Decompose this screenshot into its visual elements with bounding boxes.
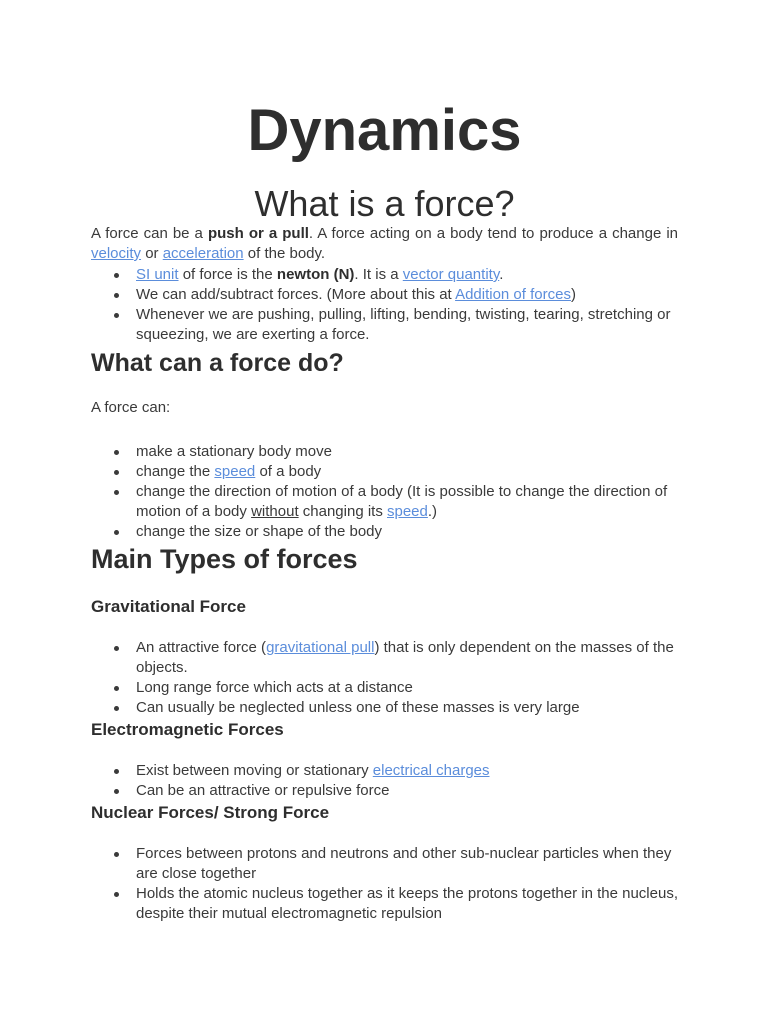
intro-text-3: or xyxy=(141,245,163,262)
list-text: . xyxy=(499,266,504,283)
list-item: Forces between protons and neutrons and other sub-nuclear particles when they are close together xyxy=(91,844,678,884)
page-title: Dynamics xyxy=(247,98,522,163)
link-gravitational-pull[interactable]: gravitational pull xyxy=(266,639,375,656)
link-acceleration[interactable]: acceleration xyxy=(162,245,244,262)
list-item xyxy=(91,462,678,482)
heading-electromagnetic-forces: Electromagnetic Forces xyxy=(91,720,284,739)
force-facts-list xyxy=(91,265,678,345)
list-item: Holds the atomic nucleus together as it keeps the protons together in the nucleus, despite their mutual electromagnetic repulsion xyxy=(91,884,678,924)
list-item: change the size or shape of the body xyxy=(91,522,678,542)
list-text: Whenever we are pushing, pulling, lifting, bending, twisting, tearing, stretching or squeezing, we are exerting a force. xyxy=(136,306,671,343)
list-item xyxy=(91,285,678,305)
list-item: make a stationary body move xyxy=(91,442,678,462)
list-item: Can be an attractive or repulsive force xyxy=(91,781,678,801)
list-item: Long range force which acts at a distance xyxy=(91,678,678,698)
underlined-without: without xyxy=(251,503,299,520)
bold-newton: newton (N) xyxy=(276,266,355,283)
nuclear-list xyxy=(91,844,678,924)
list-text: ) xyxy=(570,286,576,303)
list-text: Exist between moving or stationary xyxy=(136,762,373,779)
heading-main-types: Main Types of forces xyxy=(91,544,358,574)
link-speed[interactable]: speed xyxy=(214,463,256,480)
list-text: of a body xyxy=(255,463,322,480)
link-speed-2[interactable]: speed xyxy=(387,503,428,520)
list-item xyxy=(91,265,678,285)
list-item: Can usually be neglected unless one of these masses is very large xyxy=(91,698,678,718)
gravity-list xyxy=(91,638,678,718)
link-velocity[interactable]: velocity xyxy=(91,245,142,262)
list-item xyxy=(91,638,678,678)
list-text: changing its xyxy=(298,503,387,520)
electromagnetic-list xyxy=(91,761,678,801)
page-subtitle: What is a force? xyxy=(254,183,515,224)
intro-text-4: of the body. xyxy=(243,245,326,262)
intro-text-2: . A force acting on a body tend to produce a change in xyxy=(308,225,679,242)
list-text: We can add/subtract forces. (More about this at xyxy=(136,286,456,303)
list-text: change the direction of motion of a body (It is possible to change the direction of motion of a body xyxy=(136,483,668,520)
list-text: .) xyxy=(427,503,438,520)
list-text: ) that is only dependent on the masses of the objects. xyxy=(136,639,674,676)
list-item xyxy=(91,482,678,522)
list-item xyxy=(91,761,678,781)
list-text: An attractive force ( xyxy=(136,639,267,656)
intro-paragraph xyxy=(91,224,678,264)
force-effects-list xyxy=(91,442,678,542)
force-can-lead: A force can: xyxy=(91,399,171,416)
list-item xyxy=(91,305,678,345)
link-addition-of-forces[interactable]: Addition of forces xyxy=(455,286,571,303)
link-si-unit[interactable]: SI unit xyxy=(136,266,179,283)
list-text: change the xyxy=(136,463,215,480)
heading-nuclear-forces: Nuclear Forces/ Strong Force xyxy=(91,803,330,822)
link-electrical-charges[interactable]: electrical charges xyxy=(372,762,490,779)
link-vector-quantity[interactable]: vector quantity xyxy=(402,266,500,283)
list-text: of force is the xyxy=(178,266,277,283)
list-text: . It is a xyxy=(354,266,403,283)
heading-gravitational-force: Gravitational Force xyxy=(91,597,246,616)
intro-bold-push-pull: push or a pull xyxy=(207,225,309,242)
heading-what-can-force-do: What can a force do? xyxy=(91,349,344,377)
intro-text-1: A force can be a xyxy=(91,225,208,242)
